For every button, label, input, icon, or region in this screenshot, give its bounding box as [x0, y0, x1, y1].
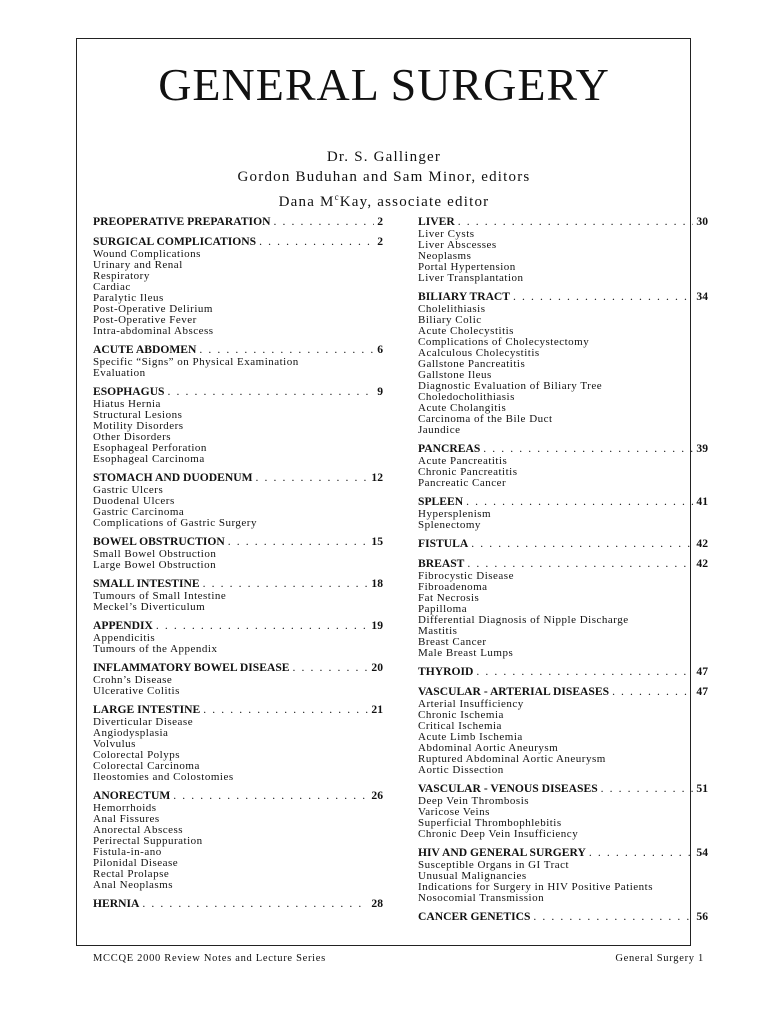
toc-subitem: Other Disorders [93, 431, 172, 443]
toc-heading: HIV AND GENERAL SURGERY [418, 846, 586, 859]
toc-section [93, 897, 383, 911]
dot-leader [612, 685, 693, 699]
associate-editor [0, 187, 768, 212]
toc-heading: ANORECTUM [93, 789, 171, 802]
toc-entry[interactable] [93, 703, 383, 717]
toc-section [418, 685, 708, 776]
toc-section [418, 215, 708, 284]
toc-subitem: Post-Operative Fever [93, 314, 197, 326]
toc-subitem: Pancreatic Cancer [418, 477, 507, 489]
toc-heading: HERNIA [93, 897, 140, 910]
dot-leader [203, 577, 369, 591]
toc-subitems [93, 357, 383, 379]
toc-page-number: 47 [696, 665, 708, 678]
toc-section [418, 665, 708, 679]
dot-leader [168, 385, 375, 399]
toc-section [418, 910, 708, 924]
toc-subitem: Colorectal Carcinoma [93, 760, 200, 772]
toc-subitem: Chronic Ischemia [418, 709, 504, 721]
toc-entry[interactable] [418, 215, 708, 229]
toc-heading: BILIARY TRACT [418, 290, 511, 303]
toc-subitem: Hypersplenism [418, 508, 492, 520]
toc-heading: BREAST [418, 557, 465, 570]
toc-page-number: 42 [696, 557, 708, 570]
toc-section [93, 343, 383, 379]
assoc-editor-prefix: Dana M [278, 194, 335, 210]
dot-leader [273, 215, 374, 229]
toc-subitem: Splenectomy [418, 519, 481, 531]
toc-subitem: Paralytic Ileus [93, 292, 164, 304]
toc-entry[interactable] [418, 290, 708, 304]
toc-entry[interactable] [418, 782, 708, 796]
toc-subitem: Breast Cancer [418, 636, 487, 648]
dot-leader [466, 495, 693, 509]
toc-page-number: 18 [371, 577, 383, 590]
toc-page-number: 47 [696, 685, 708, 698]
toc-heading: SURGICAL COMPLICATIONS [93, 235, 257, 248]
toc-page-number: 34 [696, 290, 708, 303]
toc-subitem: Respiratory [93, 270, 150, 282]
dot-leader [476, 665, 693, 679]
toc-subitem: Complications of Gastric Surgery [93, 517, 257, 529]
toc-subitem: Perirectal Suppuration [93, 835, 203, 847]
toc-subitem: Angiodysplasia [93, 727, 169, 739]
toc-entry[interactable] [93, 789, 383, 803]
toc-subitem: Colorectal Polyps [93, 749, 181, 761]
toc-page-number: 6 [377, 343, 383, 356]
toc-section [93, 215, 383, 229]
toc-subitem: Jaundice [418, 424, 461, 436]
toc-page-number: 28 [371, 897, 383, 910]
toc-page-number: 19 [371, 619, 383, 632]
toc-subitem: Intra-abdominal Abscess [93, 325, 214, 337]
dot-leader [467, 557, 693, 571]
toc-subitem: Gastric Ulcers [93, 484, 164, 496]
toc-subitems [418, 456, 708, 489]
toc-entry[interactable] [418, 685, 708, 699]
toc-subitem: Esophageal Carcinoma [93, 453, 205, 465]
toc-heading: ACUTE ABDOMEN [93, 343, 197, 356]
toc-entry[interactable] [93, 215, 383, 229]
toc-heading: CANCER GENETICS [418, 910, 531, 923]
toc-entry[interactable] [418, 537, 708, 551]
toc-subitem: Differential Diagnosis of Nipple Discharge [418, 614, 629, 626]
toc-page-number: 42 [696, 537, 708, 550]
toc-entry[interactable] [93, 471, 383, 485]
dot-leader [228, 535, 369, 549]
toc-subitem: Urinary and Renal [93, 259, 183, 271]
page-title: GENERAL SURGERY [158, 59, 610, 110]
toc-page-number: 39 [696, 442, 708, 455]
toc-subitem: Tumours of Small Intestine [93, 590, 227, 602]
toc-section [418, 537, 708, 551]
toc-entry[interactable] [418, 557, 708, 571]
toc-subitems [93, 485, 383, 529]
toc-heading: APPENDIX [93, 619, 153, 632]
toc-page-number: 21 [371, 703, 383, 716]
toc-heading: SMALL INTESTINE [93, 577, 200, 590]
toc-subitems [418, 509, 708, 531]
toc-heading: PANCREAS [418, 442, 481, 455]
toc-subitem: Male Breast Lumps [418, 647, 514, 659]
toc-subitem: Volvulus [93, 738, 136, 750]
toc-page-number: 15 [371, 535, 383, 548]
toc-heading: LARGE INTESTINE [93, 703, 201, 716]
toc-subitem: Diagnostic Evaluation of Biliary Tree [418, 380, 603, 392]
toc-subitem: Crohn’s Disease [93, 674, 173, 686]
toc-heading: VASCULAR - ARTERIAL DISEASES [418, 685, 610, 698]
toc-subitem: Nosocomial Transmission [418, 892, 545, 904]
toc-entry[interactable] [418, 910, 708, 924]
toc-heading: ESOPHAGUS [93, 385, 165, 398]
toc-subitem: Portal Hypertension [418, 261, 516, 273]
toc-heading: LIVER [418, 215, 455, 228]
toc-entry[interactable] [93, 535, 383, 549]
toc-page-number: 30 [696, 215, 708, 228]
toc-subitem: Hiatus Hernia [93, 398, 161, 410]
toc-subitem: Fibrocystic Disease [418, 570, 514, 582]
toc-subitems [93, 399, 383, 465]
toc-page-number: 9 [377, 385, 383, 398]
toc-subitem: Anal Neoplasms [93, 879, 174, 891]
toc-subitem: Susceptible Organs in GI Tract [418, 859, 570, 871]
dot-leader [256, 471, 369, 485]
toc-subitem: Meckel’s Diverticulum [93, 601, 206, 613]
dot-leader [471, 537, 693, 551]
dot-leader [156, 619, 369, 633]
toc-entry[interactable] [418, 846, 708, 860]
toc-subitem: Neoplasms [418, 250, 472, 262]
toc-section [418, 782, 708, 840]
toc-heading: STOMACH AND DUODENUM [93, 471, 253, 484]
toc-subitem: Liver Abscesses [418, 239, 497, 251]
assoc-editor-sup: c [334, 192, 340, 202]
toc-subitem: Diverticular Disease [93, 716, 194, 728]
assoc-editor-suffix: Kay, associate editor [339, 194, 490, 210]
toc-page-number: 41 [696, 495, 708, 508]
toc-subitem: Motility Disorders [93, 420, 184, 432]
toc-section [93, 535, 383, 571]
toc-section [93, 385, 383, 465]
toc-subitem: Fistula-in-ano [93, 846, 162, 858]
toc-subitem: Unusual Malignancies [418, 870, 527, 882]
toc-subitem: Varicose Veins [418, 806, 490, 818]
toc-subitem: Acute Limb Ischemia [418, 731, 523, 743]
toc-subitem: Mastitis [418, 625, 458, 637]
toc-entry[interactable] [93, 661, 383, 675]
toc-subitems [418, 699, 708, 776]
toc-section [418, 846, 708, 904]
toc-subitems [93, 675, 383, 697]
toc-subitem: Arterial Insufficiency [418, 698, 524, 710]
toc-entry[interactable] [418, 665, 708, 679]
toc-subitem: Fat Necrosis [418, 592, 480, 604]
dot-leader [199, 343, 374, 357]
toc-subitem: Hemorrhoids [93, 802, 157, 814]
toc-subitem: Cardiac [93, 281, 131, 293]
toc-subitem: Anorectal Abscess [93, 824, 184, 836]
toc-subitem: Pilonidal Disease [93, 857, 179, 869]
toc-section [93, 619, 383, 655]
toc-subitems [93, 803, 383, 891]
toc-subitem: Aortic Dissection [418, 764, 504, 776]
toc-subitems [418, 229, 708, 284]
toc-heading: SPLEEN [418, 495, 464, 508]
dot-leader [142, 897, 368, 911]
toc-subitem: Liver Cysts [418, 228, 475, 240]
toc-heading: FISTULA [418, 537, 469, 550]
toc-heading: PREOPERATIVE PREPARATION [93, 215, 271, 228]
toc-heading: BOWEL OBSTRUCTION [93, 535, 225, 548]
toc-subitem: Ruptured Abdominal Aortic Aneurysm [418, 753, 606, 765]
toc-subitem: Acute Cholangitis [418, 402, 507, 414]
toc-subitems [418, 860, 708, 904]
toc-subitems [93, 633, 383, 655]
dot-leader [513, 290, 693, 304]
toc-subitem: Specific “Signs” on Physical Examination [93, 356, 299, 368]
toc-heading: VASCULAR - VENOUS DISEASES [418, 782, 598, 795]
dot-leader [259, 235, 374, 249]
toc-section [93, 661, 383, 697]
toc-entry[interactable] [93, 385, 383, 399]
toc-entry[interactable] [93, 577, 383, 591]
toc-entry[interactable] [93, 235, 383, 249]
toc-subitem: Post-Operative Delirium [93, 303, 213, 315]
toc-subitem: Acute Pancreatitis [418, 455, 508, 467]
toc-page-number: 56 [696, 910, 708, 923]
toc-entry[interactable] [93, 619, 383, 633]
toc-entry[interactable] [93, 897, 383, 911]
toc-section [93, 577, 383, 613]
toc-page-number: 20 [371, 661, 383, 674]
toc-page-number: 51 [696, 782, 708, 795]
toc-subitem: Duodenal Ulcers [93, 495, 175, 507]
toc-subitem: Large Bowel Obstruction [93, 559, 217, 571]
dot-leader [458, 215, 694, 229]
toc-subitem: Anal Fissures [93, 813, 160, 825]
dot-leader [533, 910, 693, 924]
toc-section [93, 235, 383, 337]
toc-subitem: Rectal Prolapse [93, 868, 170, 880]
toc-subitem: Acalculous Cholecystitis [418, 347, 540, 359]
dot-leader [293, 661, 369, 675]
toc-heading: INFLAMMATORY BOWEL DISEASE [93, 661, 290, 674]
toc-subitem: Appendicitis [93, 632, 156, 644]
toc-subitems [418, 304, 708, 436]
toc-page-number: 12 [371, 471, 383, 484]
toc-subitems [93, 717, 383, 783]
toc-page-number: 54 [696, 846, 708, 859]
toc-subitem: Superficial Thrombophlebitis [418, 817, 562, 829]
toc-subitem: Fibroadenoma [418, 581, 488, 593]
toc-subitem: Tumours of the Appendix [93, 643, 218, 655]
dot-leader [589, 846, 694, 860]
toc-page-number: 2 [377, 235, 383, 248]
toc-subitem: Papilloma [418, 603, 468, 615]
toc-subitem: Complications of Cholecystectomy [418, 336, 590, 348]
toc-subitems [93, 549, 383, 571]
toc-section [93, 471, 383, 529]
toc-subitem: Choledocholithiasis [418, 391, 515, 403]
toc-entry[interactable] [93, 343, 383, 357]
toc-subitem: Biliary Colic [418, 314, 482, 326]
toc-page-number: 2 [377, 215, 383, 228]
footer-page-label: General Surgery 1 [615, 953, 704, 964]
toc-subitem: Abdominal Aortic Aneurysm [418, 742, 559, 754]
toc-subitem: Gallstone Ileus [418, 369, 492, 381]
dot-leader [203, 703, 368, 717]
toc-section [418, 495, 708, 531]
toc-section [93, 789, 383, 891]
toc-subitem: Ulcerative Colitis [93, 685, 180, 697]
toc-subitem: Wound Complications [93, 248, 201, 260]
toc-section [418, 557, 708, 659]
toc-subitem: Gallstone Pancreatitis [418, 358, 526, 370]
toc-page-number: 26 [371, 789, 383, 802]
toc-subitem: Critical Ischemia [418, 720, 502, 732]
toc-subitem: Indications for Surgery in HIV Positive Patients [418, 881, 654, 893]
toc-entry[interactable] [418, 442, 708, 456]
toc-left-column [93, 215, 383, 917]
toc-heading: THYROID [418, 665, 474, 678]
toc-subitem: Esophageal Perforation [93, 442, 207, 454]
dot-leader [483, 442, 693, 456]
toc-subitem: Evaluation [93, 367, 146, 379]
dot-leader [601, 782, 694, 796]
editors: Gordon Buduhan and Sam Minor, editors [237, 169, 531, 185]
toc-subitems [418, 571, 708, 659]
toc-subitems [418, 796, 708, 840]
toc-subitem: Small Bowel Obstruction [93, 548, 217, 560]
toc-entry[interactable] [418, 495, 708, 509]
toc-subitem: Acute Cholecystitis [418, 325, 514, 337]
toc-subitem: Liver Transplantation [418, 272, 524, 284]
toc-section [418, 290, 708, 436]
toc-section [93, 703, 383, 783]
toc-subitem: Chronic Deep Vein Insufficiency [418, 828, 579, 840]
toc-subitem: Deep Vein Thrombosis [418, 795, 530, 807]
toc-subitem: Carcinoma of the Bile Duct [418, 413, 553, 425]
footer-series: MCCQE 2000 Review Notes and Lecture Series [93, 953, 326, 964]
toc-right-column [418, 215, 708, 930]
toc-subitem: Structural Lesions [93, 409, 183, 421]
toc-subitem: Ileostomies and Colostomies [93, 771, 234, 783]
toc-subitems [93, 249, 383, 337]
toc-subitems [93, 591, 383, 613]
author: Dr. S. Gallinger [326, 149, 442, 165]
toc-subitem: Cholelithiasis [418, 303, 486, 315]
toc-subitem: Gastric Carcinoma [93, 506, 185, 518]
toc-subitem: Chronic Pancreatitis [418, 466, 518, 478]
dot-leader [173, 789, 368, 803]
toc-section [418, 442, 708, 489]
authors-block [0, 147, 768, 212]
